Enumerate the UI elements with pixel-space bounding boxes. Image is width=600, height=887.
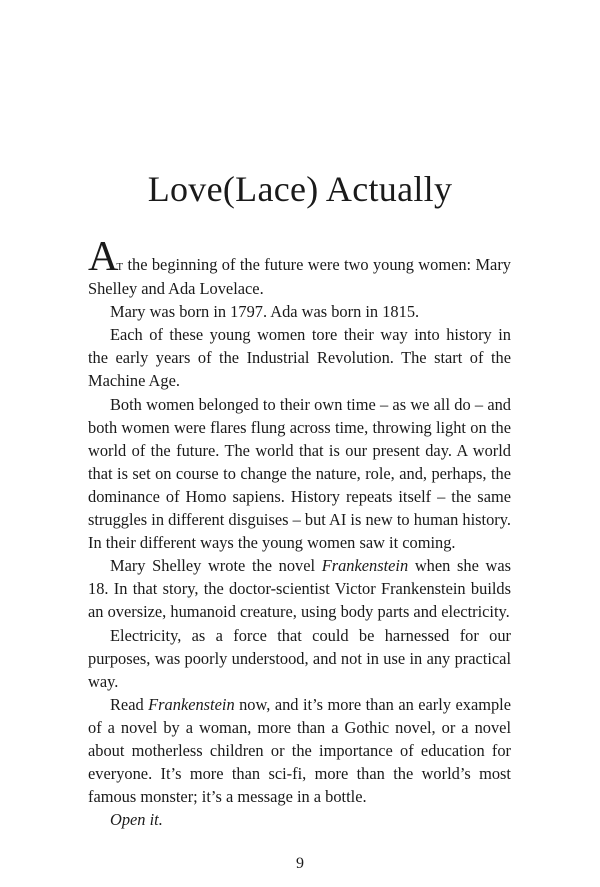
paragraph-5	[88, 554, 511, 623]
paragraph-7	[88, 693, 511, 808]
paragraph-1	[88, 234, 511, 300]
drop-cap: A	[88, 234, 117, 280]
page-number: 9	[296, 855, 304, 872]
drop-cap-lead: t	[116, 257, 124, 274]
book-title-frankenstein: Frankenstein	[321, 556, 409, 576]
closing-line: Open it.	[110, 810, 163, 830]
paragraph-3: Each of these young women tore their way into history in the early years of the Industrial Revolution. The start of the Machine Age.	[88, 325, 511, 391]
paragraph-5-before: Mary Shelley wrote the novel	[110, 556, 322, 576]
paragraph-7-before: Read	[110, 694, 149, 714]
paragraph-5-after: when she was 18. In that story, the doctor-scientist Victor Frankenstein builds an oversize, humanoid creature, using body parts and electricity.	[88, 556, 511, 622]
body-text	[88, 234, 512, 831]
paragraph-4: Both women belonged to their own time – as we all do – and both women were flares flung across time, throwing light on the world of the future. The world that is our present day. A world that is set on course to change the nature, role, and, perhaps, the dominance of Homo sapiens. History repeats itself – the same struggles in different disguises – but AI is new to human history. In their different ways the young women saw it coming.	[88, 394, 511, 553]
chapter-title: Love(Lace) Actually	[147, 169, 453, 209]
paragraph-8	[88, 808, 511, 831]
paragraph-7-after: now, and it’s more than an early example of a novel by a woman, more than a Gothic novel, or a novel about motherless children or the importance of education for everyone. It’s more than sci-fi, more than the world’s most famous monster; it’s a message in a bottle.	[88, 694, 512, 807]
paragraph-2: Mary was born in 1797. Ada was born in 1815.	[110, 302, 420, 322]
book-title-frankenstein: Frankenstein	[148, 694, 235, 714]
paragraph-6: Electricity, as a force that could be harnessed for our purposes, was poorly understood, and not in use in any practical way.	[88, 625, 511, 691]
paragraph-1-text: the beginning of the future were two young women: Mary Shelley and Ada Lovelace.	[88, 255, 511, 299]
